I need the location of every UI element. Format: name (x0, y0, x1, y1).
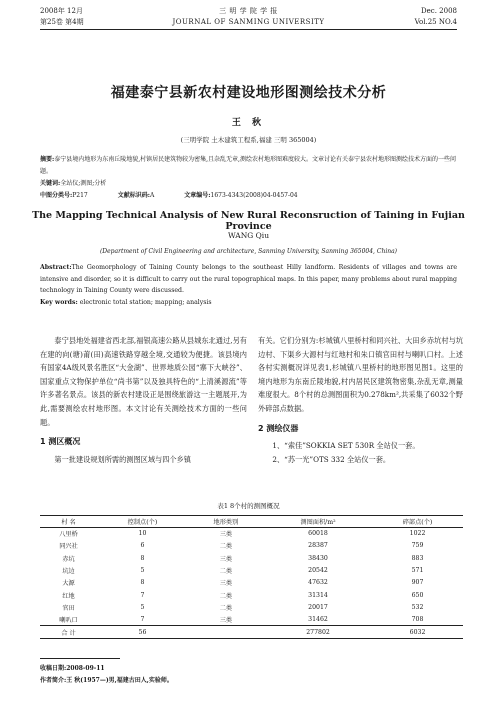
journal-name-cn: 三 明 学 院 学 报 (219, 7, 278, 15)
running-header (40, 6, 457, 50)
english-abstract: Abstract:The Geomorphology of Taining County belongs to the southeast Hilly landform. Residents of villages and towns are intensive and disorder, so it is difficult to carry out the rural topographical maps. In this paper, many problems about rural mapping technology in Taining County were discussed. Key words: electronic total station; mapping; analysis (40, 262, 457, 308)
table-row: 赤坑 8 三类 38430 883 (62, 554, 424, 563)
table-caption: 表1 8个村的测图概况 (217, 502, 280, 510)
abstract-block (40, 154, 457, 202)
classification-row (40, 190, 457, 202)
survey-table (40, 515, 463, 639)
volume-issue-en: Vol.25 NO.4 (414, 18, 457, 26)
table-total-row: 合 计 56 277802 6032 (40, 626, 463, 638)
header-rule (40, 29, 457, 30)
document-code: 文献标识码:A (117, 192, 155, 199)
col-terrain-class: 地形类别 (188, 516, 264, 528)
paper-title: 福建泰宁县新农村建设地形图测绘技术分析 (110, 85, 387, 101)
col-area: 测图面积/m² (264, 516, 372, 528)
abstract-label: 摘要: (40, 156, 55, 163)
table-row: 大源 8 三类 47632 907 (62, 579, 424, 588)
clc-number: 中图分类号:P217 (40, 192, 88, 199)
instrument-item-2: 2、“苏一光”OTS 332 全站仪一套。 (272, 454, 391, 464)
footnote (40, 658, 457, 687)
footnote-rule (40, 658, 120, 659)
author-bio: 作者简介:王 秋(1957—)男,福建古田人,实验师。 (40, 677, 173, 684)
survey-area-continued: 有关。它们分别为:杉城镇八里桥村和同兴社、大田乡赤坑村与坑边村、下渠乡大源村与红地村和朱口镇官田村与喇叭口村。上述各村实测概况详见表1,杉城镇八里桥村的地形图见图1。这里的境内地形为东南丘陵地貌,村内居民区建筑物密集,杂乱无章,测量难度很大。8个村的总测图面积为0.278km²,共采集了6032个野外碎部点数据。 (258, 336, 463, 413)
journal-name-en: JOURNAL OF SANMING UNIVERSITY (172, 18, 325, 26)
col-control-points: 控制点(个) (97, 516, 188, 528)
issue-date: 2008年 12月 (40, 7, 83, 15)
intro-paragraph: 泰宁县地处福建省西北部,福银高速公路从县城东北通过,另有在建的向(塘)莆(田)高速铁路穿越全境,交通较为便捷。该县境内有国家4A级风景名胜区“大金湖”、世界地质公园“寨下大峡谷”、国家重点文物保护单位“尚书第”以及独具特色的“上清溪源流”等许多著名景点。该县的新农村建设正是围绕旅游这一主题展开,为此,需要测绘农村地形图。本文讨论有关测绘技术方面的一些问题。 (40, 336, 247, 427)
body-left-column (40, 334, 247, 466)
table-row: 喇叭口 7 三类 31462 708 (59, 615, 424, 624)
body-right-column (258, 334, 463, 466)
english-keywords: Key words: electronic total station; mapping; analysis (40, 298, 212, 306)
table-row: 官田 5 二类 20017 532 (62, 603, 424, 612)
header-right (415, 6, 457, 28)
instrument-item-1: 1、“索佳”SOKKIA SET 530R 全站仪一套。 (272, 441, 420, 451)
author-name: 王 秋 (231, 118, 266, 128)
abstract-text: 摘要:泰宁县境内地形为东南丘陵地貌,村镇居民建筑物较为密集,且杂乱无章,测绘农村地形图难度较大。文章讨论有关泰宁县农村地形图测绘技术方面的一些问题。 (40, 156, 456, 175)
col-detail-points: 碎部点(个) (372, 516, 463, 528)
section-heading-1: 1 测区概况 (40, 437, 81, 447)
section-heading-2: 2 测绘仪器 (258, 423, 299, 433)
table-row: 同兴社 6 二类 28387 759 (59, 542, 424, 551)
issue-date-en: Dec. 2008 (421, 7, 457, 15)
keywords: 关键词:全站仪;测图;分析 (40, 180, 107, 187)
volume-issue: 第25卷 第4期 (40, 18, 84, 26)
english-title: The Mapping Technical Analysis of New Rural Reconsruction of Taining in Fujian Province (32, 210, 465, 232)
table-row: 红地 7 二类 31314 650 (62, 591, 424, 600)
table-header-row (40, 516, 463, 528)
col-village: 村 名 (40, 516, 97, 528)
article-number: 文章编号:1673-4343(2008)04-0457-04 (184, 192, 298, 199)
affiliation: (三明学院 土木建筑工程系,福建 三明 365004) (180, 136, 317, 144)
received-date: 收稿日期:2008-09-11 (40, 665, 105, 672)
table-row: 坑边 5 二类 20542 571 (62, 567, 424, 576)
english-affiliation: (Department of Civil Engineering and architecture, Sanming University, Sanming 365004, China) (99, 248, 398, 255)
header-center (40, 6, 457, 28)
survey-area-paragraph: 第一批建设规划所需的测图区域与四个乡镇 (54, 454, 191, 464)
english-author: WANG Qiu (227, 231, 270, 240)
table-row: 八里桥 10 三类 60018 1022 (59, 530, 426, 539)
